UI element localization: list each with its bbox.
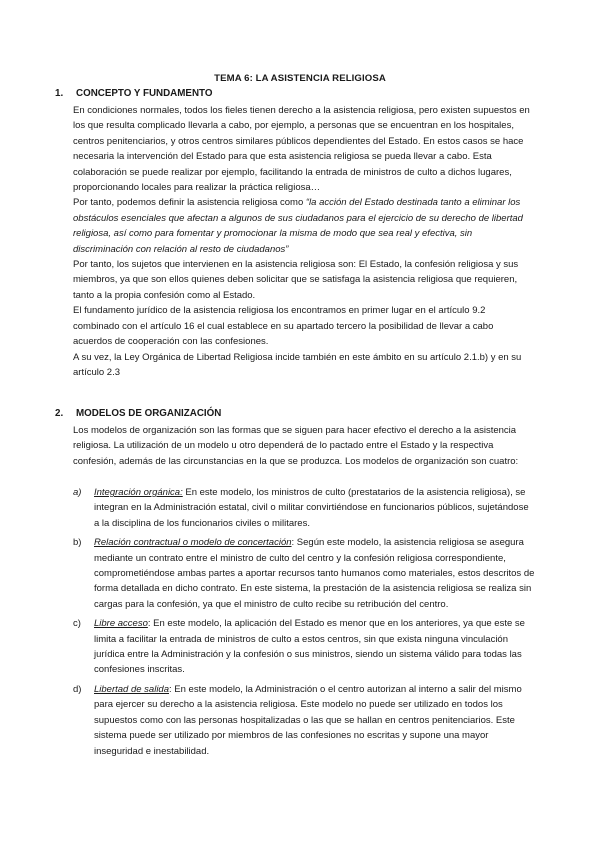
list-term: Libertad de salida — [94, 683, 169, 695]
list-text: : En este modelo, la Administración o el centro autorizan al interno a salir del mismo para ejercer su derecho a la asistencia religiosa. Este modelo no puede ser utilizado en todos los supuestos como con las personas hospitalizadas o las que se hallan en centros penitenciarios. Este sistema puede ser utilizado por miembros de las confesiones no escritas y supone una mayor inseguridad e inestabilidad. — [94, 683, 522, 757]
definition-intro: Por tanto, podemos definir la asistencia religiosa como — [73, 197, 306, 209]
section-2-title: MODELOS DE ORGANIZACIÓN — [76, 408, 222, 419]
list-term: Integración orgánica: — [94, 487, 183, 498]
definition-paragraph — [73, 195, 533, 257]
list-marker: c) — [73, 618, 81, 630]
list-term: Libre acceso — [94, 618, 148, 630]
paragraph: En condiciones normales, todos los fieles tienen derecho a la asistencia religiosa, pero existen supuestos en los que resulta complicado llevarla a cabo, por ejemplo, a personas que se encuentran en los hospitales, centros penitenciarios, y otros centros similares públicos dependientes del Estado. En estos casos se hace necesaria la intervención del Estado para que esta asistencia religiosa se pueda llevar a cabo. Esta colaboración se puede realizar por ejemplo, facilitando la entrada de ministros de culto a dichos lugares, proporcionando locales para realizar la práctica religiosa… — [73, 105, 530, 194]
models-list — [73, 485, 535, 763]
list-marker: d) — [73, 683, 82, 695]
section-1-number: 1. — [55, 88, 64, 99]
paragraph: A su vez, la Ley Orgánica de Libertad Religiosa incide también en este ámbito en su artículo 2.1.b) y en su artículo 2.3 — [73, 351, 522, 378]
list-marker: b) — [73, 537, 82, 549]
section-2-number: 2. — [55, 408, 64, 419]
list-marker: a) — [73, 487, 82, 498]
list-item — [73, 616, 535, 678]
section-1-body — [73, 103, 533, 380]
paragraph: El fundamento jurídico de la asistencia religiosa los encontramos en primer lugar en el artículo 9.2 combinado con el artículo 16 el cual establece en su apartado tercero la posibilidad de llevar a cabo acuerdos de cooperación con las confesiones. — [73, 305, 494, 348]
document-title: TEMA 6: LA ASISTENCIA RELIGIOSA — [214, 73, 386, 84]
definition-quote: “la acción del Estado destinada tanto a eliminar los obstáculos esenciales que afectan a algunos de sus ciudadanos para el ejercicio de su derecho de libertad religiosa, así como para fomentar y promocionar la misma de modo que sea real y efectiva, sin discriminación con relación al resto de ciudadanos” — [73, 197, 523, 255]
paragraph: Los modelos de organización son las formas que se siguen para hacer efectivo el derecho a la asistencia religiosa. La utilización de un modelo u otro dependerá de lo pactado entre el Estado y la respectiva confesión, además de las circunstancias en la que se produzca. Los modelos de organización son cuatro: — [73, 425, 519, 467]
list-item — [73, 485, 535, 531]
list-text: En este modelo, los ministros de culto (prestatarios de la asistencia religiosa), se integran en la Administración estatal, civil o militar convirtiéndose en funcionarios públicos, sujetándose a la disciplina de los funcionarios civiles o militares. — [94, 487, 529, 529]
section-1-title: CONCEPTO Y FUNDAMENTO — [76, 88, 213, 99]
list-term: Relación contractual o modelo de concertación — [94, 537, 292, 549]
list-item — [73, 682, 535, 759]
section-2-intro — [73, 423, 533, 469]
paragraph: Por tanto, los sujetos que intervienen en la asistencia religiosa son: El Estado, la confesión religiosa y sus miembros, ya que son ellos quienes deben solicitar que se satisfaga la asistencia religiosa que requieren, tanto a la propia confesión como al Estado. — [73, 259, 519, 301]
list-text: : En este modelo, la aplicación del Estado es menor que en los anteriores, ya que este se limita a facilitar la entrada de ministros de culto a estos centros, sin que exista ninguna vinculación jurídica entre la Administración y la confesión o sus ministros, siendo un sistema válido para todas las confesiones inscritas. — [94, 618, 525, 676]
list-text: : Según este modelo, la asistencia religiosa se asegura mediante un contrato entre el ministro de culto del centro y la confesión religiosa correspondiente, comprometiéndose ambas partes a aportar recursos tanto humanos como materiales, estos descritos de forma detallada en dicho contrato. En este sistema, la prestación de la asistencia religiosa se realiza sin cargas para la confesión, ya que el ministro de culto recibe su retribución del centro. — [94, 537, 535, 610]
list-item — [73, 535, 535, 612]
